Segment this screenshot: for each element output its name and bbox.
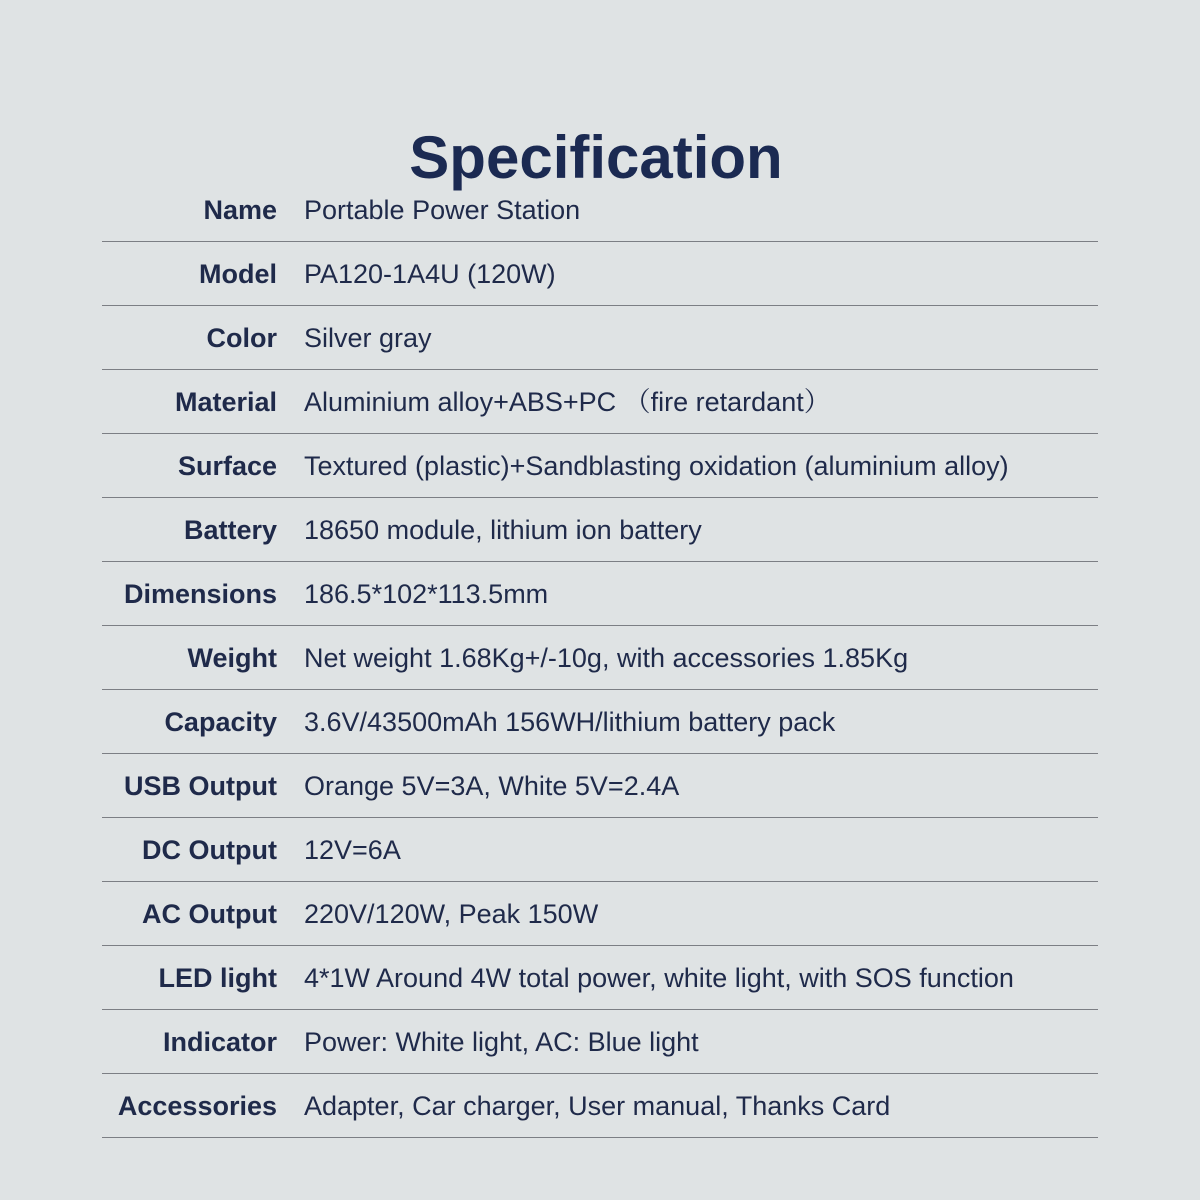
spec-label: Model — [199, 259, 277, 289]
spec-label: Accessories — [117, 1091, 277, 1121]
spec-value: Net weight 1.68Kg+/-10g, with accessories 1.85Kg — [304, 643, 909, 673]
spec-label: USB Output — [124, 771, 277, 801]
spec-value: Adapter, Car charger, User manual, Thanks Card — [304, 1091, 891, 1121]
spec-label: Dimensions — [123, 579, 277, 609]
spec-row-weight — [102, 626, 1098, 690]
spec-value: Portable Power Station — [304, 195, 581, 225]
spec-label: Name — [203, 195, 277, 225]
spec-row-surface — [102, 434, 1098, 498]
spec-row-name — [102, 178, 1098, 242]
spec-label: Material — [174, 387, 277, 417]
spec-table — [102, 178, 1098, 1138]
spec-value: Power: White light, AC: Blue light — [304, 1027, 699, 1057]
spec-label: Color — [206, 323, 277, 353]
spec-row-dc-output — [102, 818, 1098, 882]
spec-row-model — [102, 242, 1098, 306]
spec-value: Aluminium alloy+ABS+PC （fire retardant） — [304, 387, 831, 417]
spec-row-battery — [102, 498, 1098, 562]
spec-row-capacity — [102, 690, 1098, 754]
spec-row-indicator — [102, 1010, 1098, 1074]
spec-value: 220V/120W, Peak 150W — [304, 899, 599, 929]
spec-value: 4*1W Around 4W total power, white light, with SOS function — [304, 963, 1014, 993]
spec-value: 186.5*102*113.5mm — [304, 579, 549, 609]
spec-label: DC Output — [142, 835, 277, 865]
spec-label: LED light — [158, 963, 277, 993]
spec-label: AC Output — [142, 899, 277, 929]
spec-row-ac-output — [102, 882, 1098, 946]
spec-row-dimensions — [102, 562, 1098, 626]
spec-value: PA120-1A4U (120W) — [304, 259, 556, 289]
spec-row-led-light — [102, 946, 1098, 1010]
spec-value: 3.6V/43500mAh 156WH/lithium battery pack — [304, 707, 836, 737]
spec-value: Textured (plastic)+Sandblasting oxidation (aluminium alloy) — [304, 451, 1009, 481]
spec-label: Capacity — [164, 707, 277, 737]
spec-label: Indicator — [162, 1027, 277, 1057]
spec-value: Silver gray — [304, 323, 432, 353]
spec-row-usb-output — [102, 754, 1098, 818]
spec-value: Orange 5V=3A, White 5V=2.4A — [304, 771, 680, 801]
spec-value: 18650 module, lithium ion battery — [304, 515, 702, 545]
spec-label: Weight — [187, 643, 277, 673]
spec-value: 12V=6A — [304, 835, 401, 865]
spec-label: Surface — [177, 451, 277, 481]
spec-row-material — [102, 370, 1098, 434]
spec-row-accessories — [102, 1074, 1098, 1138]
page-title: Specification — [409, 124, 783, 192]
spec-label: Battery — [183, 515, 277, 545]
spec-row-color — [102, 306, 1098, 370]
